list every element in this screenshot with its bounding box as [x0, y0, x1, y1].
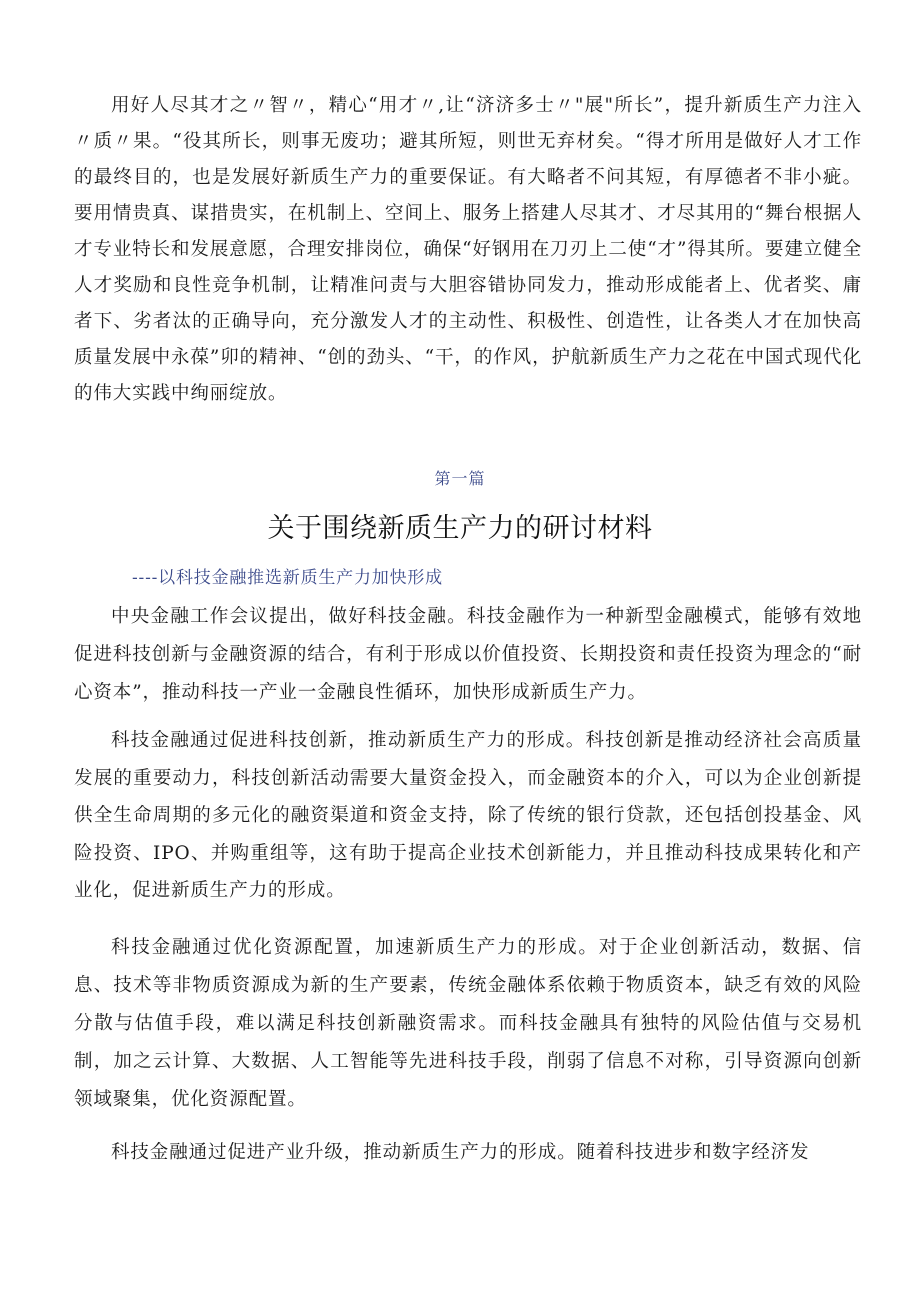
body-paragraph: 中央金融工作会议提出，做好科技金融。科技金融作为一种新型金融模式，能够有效地促进科技创新与金融资源的结合，有利于形成以价值投资、长期投资和责任投资为理念的“耐心资本”，推动科技一产业一金融良性循环，加快形成新质生产力。	[74, 606, 862, 703]
document-title: 关于围绕新质生产力的研讨材料	[267, 513, 653, 544]
body-paragraph: 科技金融通过促进产业升级，推动新质生产力的形成。随着科技进步和数字经济发	[111, 1142, 810, 1163]
intro-paragraph: 用好人尽其才之〃智〃，精心“用才〃,让“济济多士〃"展"所长”，提升新质生产力注入〃质〃果。“役其所长，则事无废功；避其所短，则世无弃材矣。“得才所用是做好人才工作的最终目的，也是发展好新质生产力的重要保证。有大略者不问其短，有厚德者不非小疵。要用情贵真、谋措贵实，在机制上、空间上、服务上搭建人尽其才、才尽其用的“舞台根据人才专业特长和发展意愿，合理安排岗位，确保“好钢用在刀刃上二使“才”得其所。要建立健全人才奖励和良性竞争机制，让精准问责与大胆容错协同发力，推动形成能者上、优者奖、庸者下、劣者汰的正确导向，充分激发人才的主动性、积极性、创造性，让各类人才在加快高质量发展中永葆”卯的精神、“创的劲头、“干，的作风，护航新质生产力之花在中国式现代化的伟大实践中绚丽绽放。	[74, 95, 862, 404]
chapter-label: 第一篇	[434, 469, 486, 488]
body-paragraph: 科技金融通过优化资源配置，加速新质生产力的形成。对于企业创新活动，数据、信息、技术等非物质资源成为新的生产要素，传统金融体系依赖于物质资本，缺乏有效的风险分散与估值手段，难以满足科技创新融资需求。而科技金融具有独特的风险估值与交易机制，加之云计算、大数据、人工智能等先进科技手段，削弱了信息不对称，引导资源向创新领域聚集，优化资源配置。	[74, 937, 862, 1110]
body-paragraph: 科技金融通过促进科技创新，推动新质生产力的形成。科技创新是推动经济社会高质量发展的重要动力，科技创新活动需要大量资金投入，而金融资本的介入，可以为企业创新提供全生命周期的多元化的融资渠道和资金支持，除了传统的银行贷款，还包括创投基金、风险投资、IPO、并购重组等，这有助于提高企业技术创新能力，并且推动科技成果转化和产业化，促进新质生产力的形成。	[74, 730, 862, 901]
document-subtitle: ----以科技金融推选新质生产力加快形成	[132, 568, 443, 588]
